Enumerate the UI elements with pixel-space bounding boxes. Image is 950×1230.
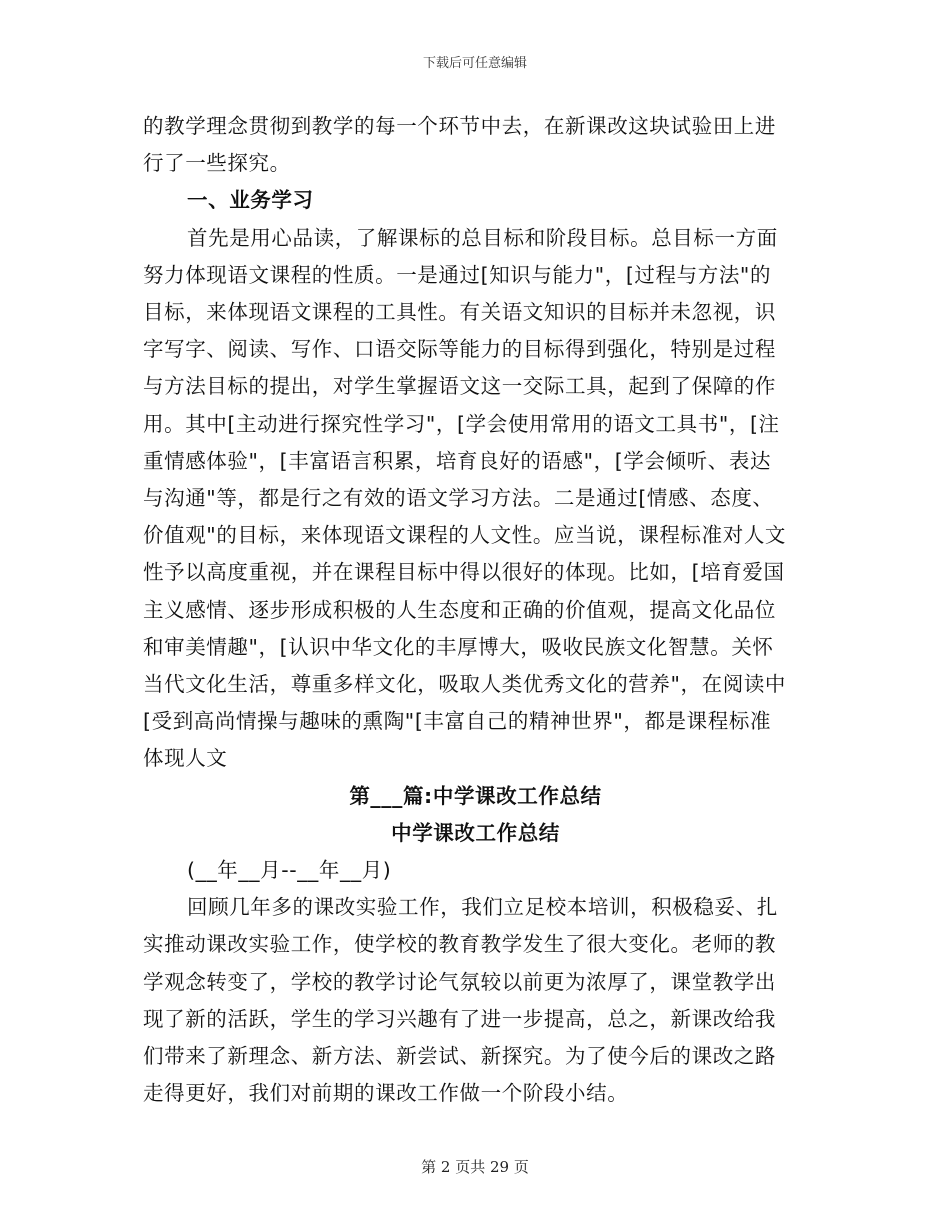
paragraph-line: 实推动课改实验工作，使学校的教育教学发生了很大变化。老师的教 [143,932,776,957]
paragraph-line: 与沟通"等，都是行之有效的语文学习方法。二是通过[情感、态度、 [143,486,774,511]
chapter-title: 第___篇:中学课改工作总结 [349,783,602,808]
page-footer: 第 2 页共 29 页 [421,1158,529,1176]
paragraph-line: 主义感情、逐步形成积极的人生态度和正确的价值观，提高文化品位 [143,597,776,622]
paragraph-line: 重情感体验"，[丰富语言积累，培育良好的语感"，[学会倾听、表达 [143,448,772,473]
document-body [143,108,808,1112]
paragraph-line: [受到高尚情操与趣味的熏陶"[丰富自己的精神世界"，都是课程标准 [143,709,772,734]
paragraph-line: 目标，来体现语文课程的工具性。有关语文知识的目标并未忽视，识 [143,300,776,325]
paragraph-line: 价值观"的目标，来体现语文课程的人文性。应当说，课程标准对人文 [143,523,787,548]
paragraph-line: 首先是用心品读，了解课标的总目标和阶段目标。总目标一方面 [187,225,778,250]
page-header: 下载后可任意编辑 [422,56,527,71]
paragraph-line: 的教学理念贯彻到教学的每一个环节中去，在新课改这块试验田上进 [143,114,776,138]
paragraph-line: 努力体现语文课程的性质。一是通过[知识与能力"，[过程与方法"的 [143,262,772,287]
paragraph-line: 学观念转变了，学校的教学讨论气氛较以前更为浓厚了，课堂教学出 [143,969,776,994]
paragraph-line: 性予以高度重视，并在课程目标中得以很好的体现。比如，[培育爱国 [143,560,785,585]
paragraph-line: 与方法目标的提出，对学生掌握语文这一交际工具，起到了保障的作 [143,374,776,399]
paragraph-line: 用。其中[主动进行探究性学习"，[学会使用常用的语文工具书"，[注 [143,411,780,436]
paragraph-line: 回顾几年多的课改实验工作，我们立足校本培训，积极稳妥、扎 [187,895,778,920]
paragraph-line: 和审美情趣"，[认识中华文化的丰厚博大，吸收民族文化智慧。关怀 [143,634,774,659]
paragraph-line: 行了一些探究。 [143,151,291,176]
document-title: 中学课改工作总结 [391,820,560,845]
paragraph-line: 当代文化生活，尊重多样文化，吸取人类优秀文化的营养"，在阅读中 [143,672,787,697]
section-heading: 一、业务学习 [187,188,314,213]
paragraph-line: 体现人文 [143,746,228,771]
paragraph-line: 走得更好，我们对前期的课改工作做一个阶段小结。 [143,1081,629,1106]
paragraph-line: 现了新的活跃，学生的学习兴趣有了进一步提高，总之，新课改给我 [143,1006,776,1031]
date-range: (__年__月--__年__月) [187,858,392,883]
paragraph-line: 们带来了新理念、新方法、新尝试、新探究。为了使今后的课改之路 [143,1044,776,1069]
paragraph-line: 字写字、阅读、写作、口语交际等能力的目标得到强化，特别是过程 [143,337,776,362]
